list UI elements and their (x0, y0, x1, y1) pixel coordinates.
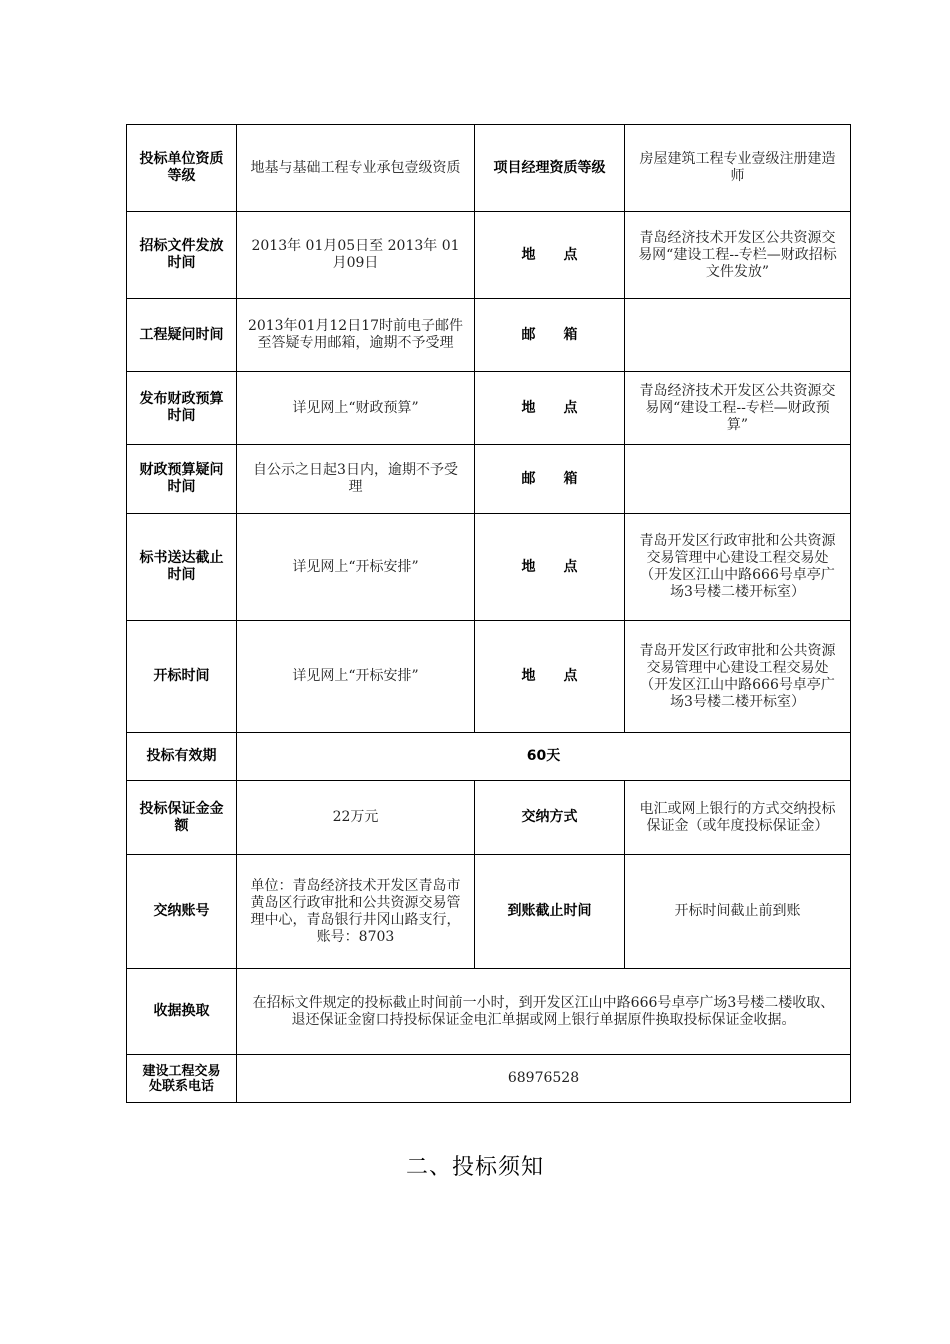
value-budget-mailbox (625, 445, 851, 514)
value-opening-location: 青岛开发区行政审批和公共资源交易管理中心建设工程交易处（开发区江山中路666号卓亭广场3号楼二楼开标室） (625, 621, 851, 733)
value-budget-question-time: 自公示之日起3日内，逾期不予受理 (237, 445, 475, 514)
header-receipt: 收据换取 (127, 969, 237, 1055)
value-submission-location: 青岛开发区行政审批和公共资源交易管理中心建设工程交易处（开发区江山中路666号卓亭广场3号楼二楼开标室） (625, 514, 851, 621)
value-budget-location: 青岛经济技术开发区公共资源交易网“建设工程--专栏—财政预算” (625, 372, 851, 445)
header-question-time: 工程疑问时间 (127, 299, 237, 372)
row-account (127, 855, 851, 969)
header-budget-location: 地 点 (475, 372, 625, 445)
value-account: 单位：青岛经济技术开发区青岛市黄岛区行政审批和公共资源交易管理中心，青岛银行井冈山路支行，账号：8703 (237, 855, 475, 969)
value-mailbox (625, 299, 851, 372)
value-arrival-deadline: 开标时间截止前到账 (625, 855, 851, 969)
value-opening-time: 详见网上“开标安排” (237, 621, 475, 733)
header-bond-amount: 投标保证金金额 (127, 781, 237, 855)
value-budget-time: 详见网上“财政预算” (237, 372, 475, 445)
header-account: 交纳账号 (127, 855, 237, 969)
value-document-issue-location: 青岛经济技术开发区公共资源交易网“建设工程--专栏—财政招标文件发放” (625, 212, 851, 299)
row-budget-question (127, 445, 851, 514)
header-bidder-qualification: 投标单位资质等级 (127, 125, 237, 212)
header-submission-location: 地 点 (475, 514, 625, 621)
row-document-issue (127, 212, 851, 299)
header-pm-qualification: 项目经理资质等级 (475, 125, 625, 212)
section-title: 二、投标须知 (405, 1155, 544, 1180)
row-opening (127, 621, 851, 733)
row-budget (127, 372, 851, 445)
header-budget-time: 发布财政预算时间 (127, 372, 237, 445)
row-contact (127, 1055, 851, 1103)
value-pm-qualification: 房屋建筑工程专业壹级注册建造师 (625, 125, 851, 212)
row-receipt (127, 969, 851, 1055)
header-submission-deadline: 标书送达截止时间 (127, 514, 237, 621)
bid-info-table (126, 124, 851, 1103)
header-opening-location: 地 点 (475, 621, 625, 733)
row-bond (127, 781, 851, 855)
row-question (127, 299, 851, 372)
value-validity: 60天 (237, 733, 851, 781)
header-arrival-deadline: 到账截止时间 (475, 855, 625, 969)
value-bidder-qualification: 地基与基础工程专业承包壹级资质 (237, 125, 475, 212)
value-document-issue-time: 2013年 01月05日至 2013年 01月09日 (237, 212, 475, 299)
value-contact-phone: 68976528 (237, 1055, 851, 1103)
row-qualification (127, 125, 851, 212)
header-budget-mailbox: 邮 箱 (475, 445, 625, 514)
value-bond-amount: 22万元 (237, 781, 475, 855)
header-payment-method: 交纳方式 (475, 781, 625, 855)
value-question-time: 2013年01月12日17时前电子邮件至答疑专用邮箱，逾期不予受理 (237, 299, 475, 372)
value-submission-deadline: 详见网上“开标安排” (237, 514, 475, 621)
header-location: 地 点 (475, 212, 625, 299)
header-opening-time: 开标时间 (127, 621, 237, 733)
header-contact-phone: 建设工程交易处联系电话 (127, 1055, 237, 1103)
header-document-issue-time: 招标文件发放时间 (127, 212, 237, 299)
value-payment-method: 电汇或网上银行的方式交纳投标保证金（或年度投标保证金） (625, 781, 851, 855)
header-budget-question-time: 财政预算疑问时间 (127, 445, 237, 514)
header-mailbox: 邮 箱 (475, 299, 625, 372)
row-validity (127, 733, 851, 781)
row-submission-deadline (127, 514, 851, 621)
value-receipt: 在招标文件规定的投标截止时间前一小时，到开发区江山中路666号卓亭广场3号楼二楼收取、退还保证金窗口持投标保证金电汇单据或网上银行单据原件换取投标保证金收据。 (237, 969, 851, 1055)
header-validity: 投标有效期 (127, 733, 237, 781)
